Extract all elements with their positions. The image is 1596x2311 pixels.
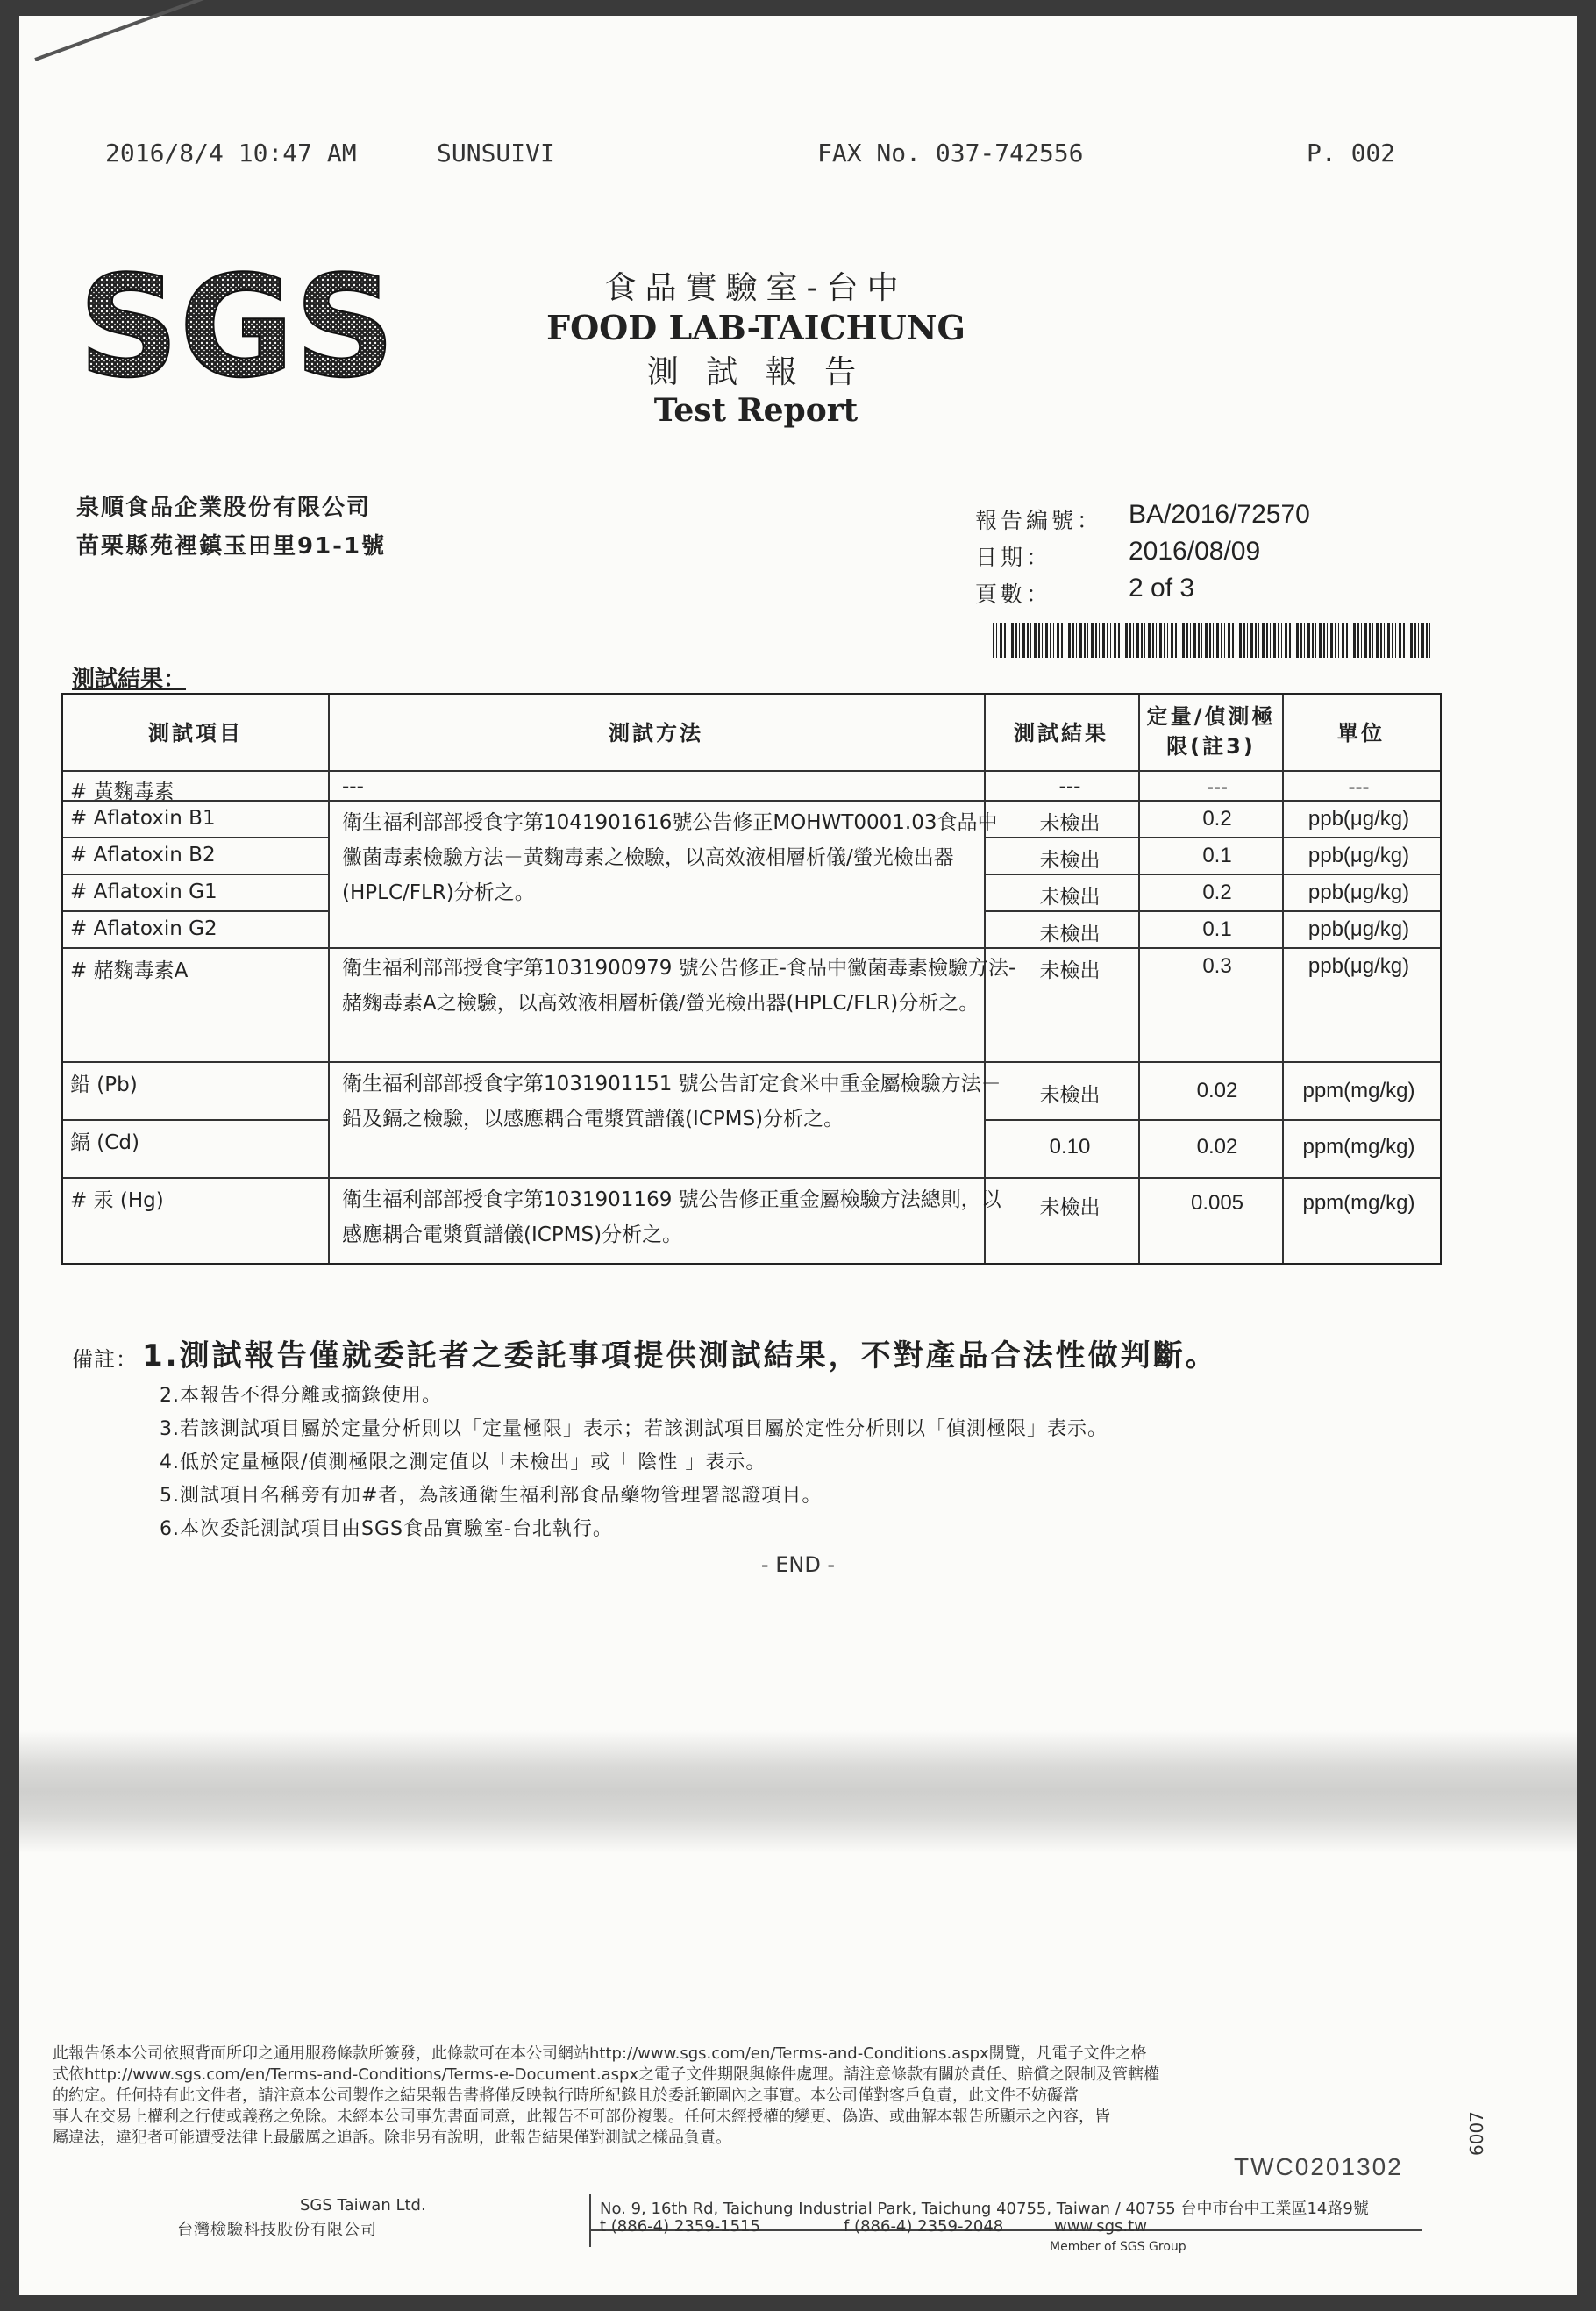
table-row-unit: ppb(μg/kg) — [1307, 954, 1410, 978]
report-no: BA/2016/72570 — [1129, 500, 1310, 529]
barcode — [993, 623, 1431, 658]
table-row-loq: 0.005 — [1190, 1191, 1244, 1215]
table-row-loq: 0.1 — [1202, 917, 1232, 941]
pen-stroke — [34, 0, 299, 61]
fax-header — [105, 139, 1508, 182]
header-item: 測試項目 — [148, 721, 243, 745]
report-page — [19, 16, 1577, 2295]
terms-line: 事人在交易上權利之行使或義務之免除。未經本公司事先書面同意，此報告不可部份複製。任何未經授權的變更、偽造、或曲解本報告所顯示之內容，皆 — [53, 2108, 1110, 2126]
footer — [177, 2189, 1449, 2259]
table-row-result: --- — [1058, 775, 1081, 798]
method-ochratoxin: 衛生福利部部授食字第1031900979 號公告修正-食品中黴菌毒素檢驗方法-赭麴毒素A之檢驗，以高效液相層析儀/螢光檢出器(HPLC/FLR)分析之。 — [342, 957, 1016, 1015]
report-pages: 2 of 3 — [1129, 574, 1195, 603]
results-heading: 測試結果： — [72, 667, 187, 693]
date-label: 日期： — [975, 545, 1052, 570]
table-row-result: 0.10 — [1049, 1135, 1091, 1159]
company-en: SGS Taiwan Ltd. — [300, 2196, 426, 2215]
table-row-item: # 汞 (Hg) — [70, 1189, 164, 1212]
results-table — [61, 693, 1442, 1265]
client-name: 泉順食品企業股份有限公司 — [76, 495, 372, 521]
side-code: 6007 — [1466, 2111, 1487, 2156]
method-metals: 衛生福利部部授食字第1031901151 號公告訂定食米中重金屬檢驗方法－鉛及鎘之檢驗，以感應耦合電漿質譜儀(ICPMS)分析之。 — [342, 1073, 1001, 1131]
table-row-result: 未檢出 — [1039, 886, 1101, 909]
table-row-unit: ppb(μg/kg) — [1307, 807, 1410, 831]
table-row-result: 未檢出 — [1039, 923, 1101, 945]
client-address: 苗栗縣苑裡鎮玉田里91-1號 — [76, 533, 387, 560]
table-row-loq: 0.02 — [1196, 1135, 1238, 1159]
member-of-sgs: Member of SGS Group — [1050, 2240, 1186, 2254]
table-row-loq: 0.1 — [1202, 844, 1232, 867]
table-row-unit: ppb(μg/kg) — [1307, 881, 1410, 904]
table-row-loq: 0.02 — [1196, 1079, 1238, 1102]
fax-datetime: 2016/8/4 10:47 AM — [105, 139, 357, 168]
company-zh: 台灣檢驗科技股份有限公司 — [177, 2221, 377, 2239]
method-aflatoxin: 衛生福利部部授食字第1041901616號公告修正MOHWT0001.03食品中黴菌毒素檢驗方法－黃麴毒素之檢驗，以高效液相層析儀/螢光檢出器 (HPLC/FLR)分析之。 — [342, 811, 998, 904]
table-row-item: # Aflatoxin B2 — [70, 844, 216, 867]
method-mercury: 衛生福利部部授食字第1031901169 號公告修正重金屬檢驗方法總則，以感應耦合電漿質譜儀(ICPMS)分析之。 — [342, 1188, 1001, 1246]
note-item: 6.本次委託測試項目由SGS食品實驗室-台北執行。 — [160, 1518, 613, 1540]
terms-text — [53, 2044, 1447, 2149]
table-row-result: 未檢出 — [1039, 849, 1101, 872]
note-item: 2.本報告不得分離或摘錄使用。 — [160, 1385, 442, 1407]
table-row-loq: --- — [1207, 775, 1228, 799]
sgs-logo — [78, 245, 395, 409]
report-no-label: 報告編號： — [975, 508, 1103, 533]
company-address: No. 9, 16th Rd, Taichung Industrial Park, Taichung 40755, Taiwan / 40755 台中市台中工業區14路9號 — [600, 2200, 1369, 2218]
note-item: 4.低於定量極限/偵測極限之測定值以「未檢出」或「 陰性 」表示。 — [160, 1452, 766, 1473]
table-row-item: # 黃麴毒素 — [70, 781, 175, 803]
company-website: www.sgs.tw — [1054, 2217, 1147, 2236]
report-title-en: Test Report — [653, 392, 859, 429]
note-item: 1.測試報告僅就委託者之委託事項提供測試結果，不對產品合法性做判斷。 — [142, 1338, 1218, 1373]
company-fax: f (886-4) 2359-2048 — [844, 2217, 1004, 2236]
table-row-item: # Aflatoxin G2 — [70, 917, 217, 940]
terms-line: 式依http://www.sgs.com/en/Terms-and-Conditions/Terms-e-Document.aspx之電子文件期限與條件處理。請注意條款有關於責任、賠償之限制及管轄權 — [53, 2065, 1160, 2084]
lab-title — [493, 263, 1019, 429]
table-row-loq: 0.2 — [1202, 881, 1232, 904]
table-row-unit: ppm(mg/kg) — [1302, 1079, 1415, 1102]
table-row-method: --- — [342, 775, 364, 798]
company-tel: t (886-4) 2359-1515 — [600, 2217, 760, 2236]
table-row-unit: ppm(mg/kg) — [1302, 1191, 1415, 1215]
end-mark: - END - — [760, 1552, 836, 1577]
lab-name-en: FOOD LAB-TAICHUNG — [546, 308, 965, 347]
table-row-result: 未檢出 — [1039, 1084, 1101, 1107]
table-row-item: # Aflatoxin G1 — [70, 881, 217, 903]
header-result: 測試結果 — [1014, 721, 1108, 745]
table-row-unit: ppb(μg/kg) — [1307, 917, 1410, 941]
lab-name-zh: 食品實驗室-台中 — [604, 270, 908, 306]
notes-prefix: 備註： — [72, 1347, 138, 1372]
terms-line: 屬違法，違犯者可能遭受法律上最嚴厲之追訴。除非另有說明，此報告結果僅對測試之樣品負責。 — [53, 2129, 731, 2147]
document-number: TWC0201302 — [1234, 2153, 1403, 2180]
table-row-result: 未檢出 — [1039, 959, 1101, 982]
note-item: 5.測試項目名稱旁有加#者，為該通衛生福利部食品藥物管理署認證項目。 — [160, 1485, 823, 1507]
table-row-item: 鉛 (Pb) — [70, 1073, 138, 1096]
note-item: 3.若該測試項目屬於定量分析則以「定量極限」表示；若該測試項目屬於定性分析則以「偵測極限」表示。 — [160, 1418, 1108, 1440]
table-row-unit: ppm(mg/kg) — [1302, 1135, 1415, 1159]
header-unit: 單位 — [1337, 721, 1385, 745]
fax-page: P. 002 — [1307, 139, 1396, 168]
header-method: 測試方法 — [609, 721, 703, 745]
report-date: 2016/08/09 — [1129, 537, 1261, 566]
table-row-item: # Aflatoxin B1 — [70, 807, 216, 830]
table-row-unit: ppb(μg/kg) — [1307, 844, 1410, 867]
terms-line: 的約定。任何持有此文件者，請注意本公司製作之結果報告書將僅反映執行時所紀錄且於委託範圍內之事實。本公司僅對客戶負責，此文件不妨礙當 — [53, 2086, 1079, 2105]
table-row-item: 鎘 (Cd) — [70, 1131, 139, 1154]
table-row-loq: 0.2 — [1202, 807, 1232, 831]
table-row-loq: 0.3 — [1202, 954, 1232, 978]
sgs-logo-text: SGS — [78, 245, 395, 409]
fax-number: FAX No. 037-742556 — [817, 139, 1084, 168]
pages-label: 頁數： — [975, 581, 1052, 607]
fax-sender: SUNSUIVI — [437, 139, 555, 168]
table-row-result: 未檢出 — [1039, 812, 1101, 835]
header-loq: 定量/偵測極限(註3) — [1146, 704, 1276, 759]
table-row-unit: --- — [1348, 775, 1370, 799]
report-title-zh: 測 試 報 告 — [646, 354, 866, 390]
fax-smudge — [19, 1730, 1577, 1853]
table-row-result: 未檢出 — [1039, 1196, 1101, 1219]
table-row-item: # 赭麴毒素A — [70, 959, 189, 982]
terms-line: 此報告係本公司依照背面所印之通用服務條款所簽發，此條款可在本公司網站http://www.sgs.com/en/Terms-and-Conditions.aspx閱覽，凡電子文件之格 — [53, 2044, 1147, 2063]
